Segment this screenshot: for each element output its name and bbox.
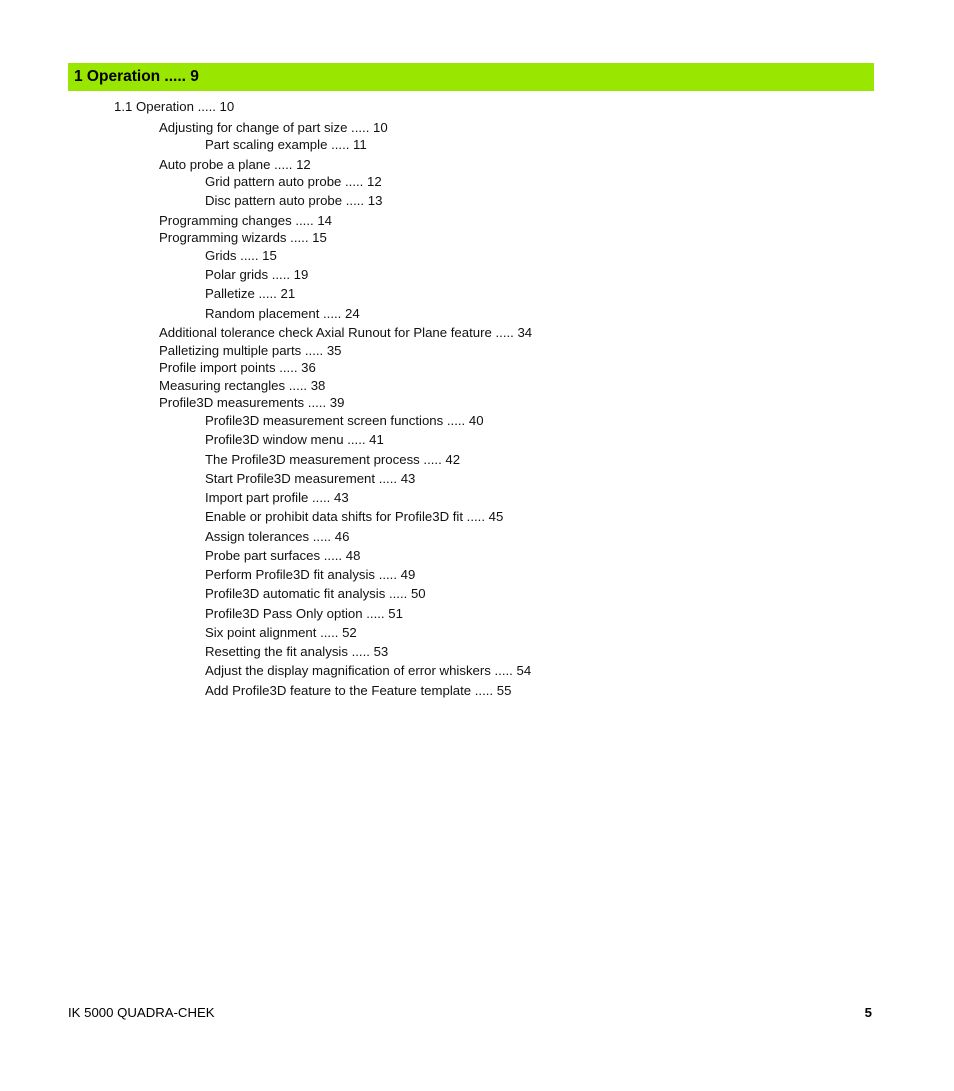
toc-subtopic-entry[interactable]: Part scaling example ..... 11 [205,137,367,152]
footer-document-title: IK 5000 QUADRA-CHEK [68,1005,215,1020]
toc-subtopic-entry[interactable]: Profile3D measurement screen functions ..... 40 [205,413,484,428]
toc-subtopic-entry[interactable]: Import part profile ..... 43 [205,490,349,505]
chapter-title[interactable]: 1 Operation ..... 9 [74,68,199,86]
toc-subtopic-entry[interactable]: Start Profile3D measurement ..... 43 [205,471,416,486]
toc-subtopic-entry[interactable]: Disc pattern auto probe ..... 13 [205,193,383,208]
toc-subtopic-entry[interactable]: Assign tolerances ..... 46 [205,529,350,544]
toc-subtopic-entry[interactable]: Palletize ..... 21 [205,286,296,301]
toc-subtopic-entry[interactable]: Perform Profile3D fit analysis ..... 49 [205,567,416,582]
toc-topic-entry[interactable]: Programming changes ..... 14 [159,213,332,228]
toc-subtopic-entry[interactable]: Resetting the fit analysis ..... 53 [205,644,389,659]
toc-topic-entry[interactable]: Profile3D measurements ..... 39 [159,395,345,410]
toc-subtopic-entry[interactable]: Adjust the display magnification of error whiskers ..... 54 [205,663,532,678]
toc-topic-entry[interactable]: Programming wizards ..... 15 [159,230,327,245]
toc-subtopic-entry[interactable]: Profile3D window menu ..... 41 [205,432,384,447]
toc-subtopic-entry[interactable]: The Profile3D measurement process ..... 42 [205,452,461,467]
toc-topic-entry[interactable]: Auto probe a plane ..... 12 [159,157,311,172]
toc-subtopic-entry[interactable]: Random placement ..... 24 [205,306,360,321]
toc-topic-entry[interactable]: Palletizing multiple parts ..... 35 [159,343,342,358]
toc-subtopic-entry[interactable]: Grids ..... 15 [205,248,277,263]
toc-subtopic-entry[interactable]: Grid pattern auto probe ..... 12 [205,174,382,189]
page-number: 5 [864,1005,872,1020]
toc-subtopic-entry[interactable]: Polar grids ..... 19 [205,267,309,282]
toc-subtopic-entry[interactable]: Profile3D Pass Only option ..... 51 [205,606,403,621]
toc-subtopic-entry[interactable]: Enable or prohibit data shifts for Profile3D fit ..... 45 [205,509,504,524]
toc-subtopic-entry[interactable]: Add Profile3D feature to the Feature template ..... 55 [205,683,512,698]
toc-topic-entry[interactable]: Additional tolerance check Axial Runout for Plane feature ..... 34 [159,325,533,340]
toc-subtopic-entry[interactable]: Profile3D automatic fit analysis ..... 50 [205,586,426,601]
toc-topic-entry[interactable]: Measuring rectangles ..... 38 [159,378,326,393]
toc-subtopic-entry[interactable]: Probe part surfaces ..... 48 [205,548,361,563]
toc-section-entry[interactable]: 1.1 Operation ..... 10 [114,99,235,114]
toc-topic-entry[interactable]: Profile import points ..... 36 [159,360,316,375]
toc-topic-entry[interactable]: Adjusting for change of part size ..... 10 [159,120,388,135]
toc-subtopic-entry[interactable]: Six point alignment ..... 52 [205,625,357,640]
